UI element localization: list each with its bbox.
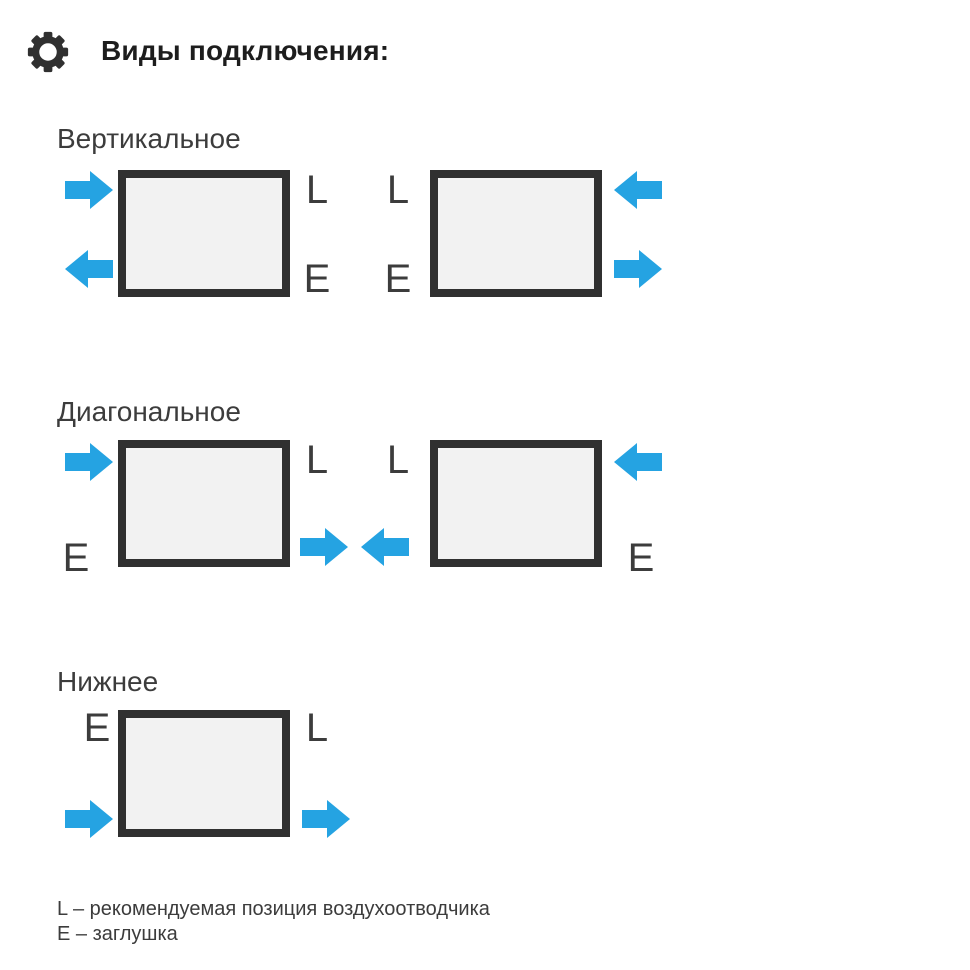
port-label-air-vent: L xyxy=(386,168,410,212)
port-label-plug: E xyxy=(62,536,90,580)
flow-arrow-left-icon xyxy=(361,528,409,566)
radiator-box xyxy=(430,170,602,297)
flow-arrow-right-icon xyxy=(65,443,113,481)
legend-plug: E – заглушка xyxy=(57,923,178,945)
port-label-air-vent: L xyxy=(386,438,410,482)
radiator-box xyxy=(430,440,602,567)
port-label-plug: E xyxy=(627,536,655,580)
port-label-air-vent: L xyxy=(305,706,329,750)
section-title-vertical: Вертикальное xyxy=(57,123,241,154)
section-title-diagonal: Диагональное xyxy=(57,396,241,427)
flow-arrow-right-icon xyxy=(300,528,348,566)
port-label-plug: E xyxy=(303,257,331,301)
radiator-box xyxy=(118,170,290,297)
port-label-plug: E xyxy=(384,257,412,301)
page-title: Виды подключения: xyxy=(101,35,390,66)
radiator-box xyxy=(118,440,290,567)
port-label-air-vent: L xyxy=(305,168,329,212)
flow-arrow-left-icon xyxy=(65,250,113,288)
section-title-bottom: Нижнее xyxy=(57,666,159,697)
flow-arrow-right-icon xyxy=(614,250,662,288)
flow-arrow-right-icon xyxy=(65,800,113,838)
port-label-air-vent: L xyxy=(305,438,329,482)
radiator-box xyxy=(118,710,290,837)
port-label-plug: E xyxy=(83,706,111,750)
flow-arrow-left-icon xyxy=(614,443,662,481)
gear-icon xyxy=(27,31,69,73)
flow-arrow-left-icon xyxy=(614,171,662,209)
legend-air-vent: L – рекомендуемая позиция воздухоотводчика xyxy=(57,898,490,920)
flow-arrow-right-icon xyxy=(302,800,350,838)
flow-arrow-right-icon xyxy=(65,171,113,209)
